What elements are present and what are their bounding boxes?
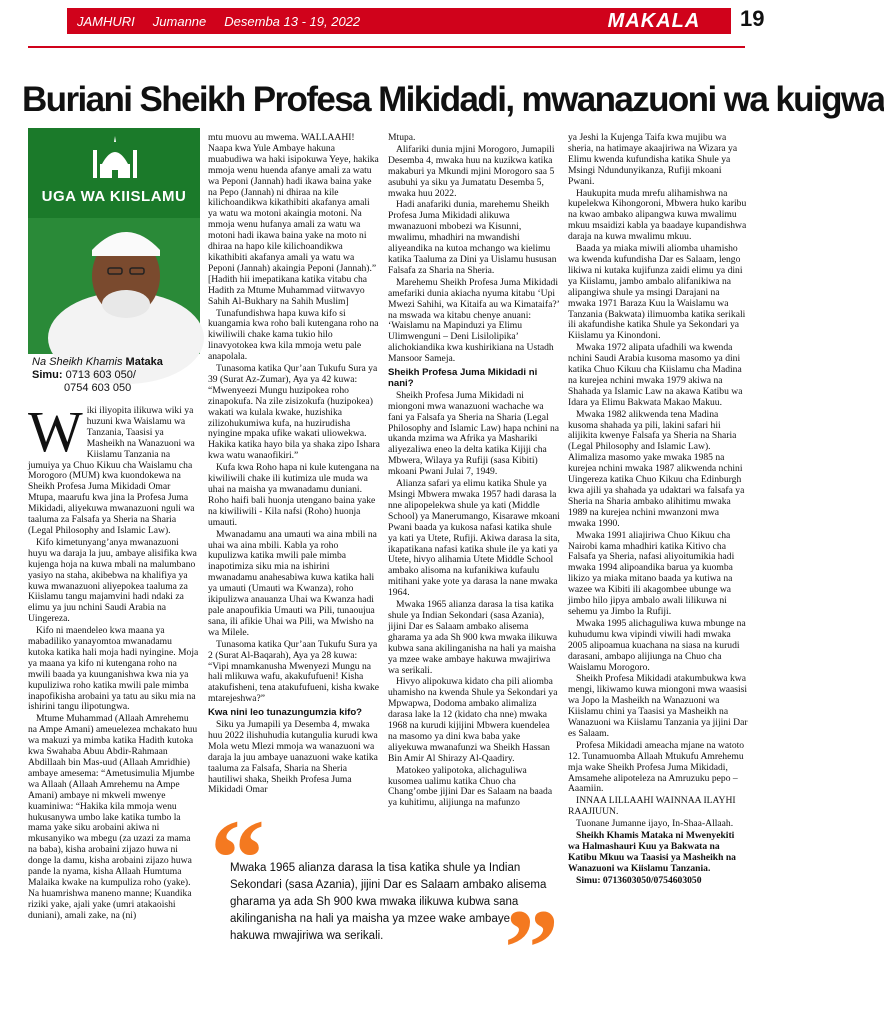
header-strip [67,8,577,34]
headline: Buriani Sheikh Profesa Mikidadi, mwanazuoni wa kuigwa [22,80,884,119]
paragraph: Mwaka 1995 alichaguliwa kuwa mbunge na kuhudumu kwa vipindi viwili hadi mwaka 2005 alipoamua kuachana na siasa na kurudi darasani, ambapo alijiunga na Chuo cha Waislamu Morogoro. [568,617,746,673]
columnist-box [28,128,200,354]
paragraph: Siku ya Jumapili ya Desemba 4, mwaka huu 2022 ilishuhudia kutangulia kurudi kwa Mola wetu Mlezi mmoja wa wanazuoni wa daraja la juu ambaye uanazuoni wake katika taaluma za Falsafa, Sharia na Sheria hautiliwi shaka, Sheikh Profesa Juma Mikidadi Omar [208,719,378,796]
close-quote-icon: ” [504,887,559,1009]
page-number: 19 [740,6,765,31]
pull-quote-text: Mwaka 1965 alianza darasa la tisa katika shule ya Indian Sekondari (sasa Azania), jijini Dar es Salaam ambako alisema gharama ya ada Sh 900 kwa mwaka ilikuwa kubwa sana akilinganisha na hali ya maisha ya mzee wake ambaye hakuwa mwajiriwa wa serikali. [230,862,547,942]
subheading: Kwa nini leo tunazungumzia kifo? [208,707,363,719]
column-label: UGA WA KIISLAMU [41,188,187,205]
page-header [0,0,800,58]
paragraph: Tunasoma katika Qur’aan Tukufu Sura ya 2 (Surat Al-Baqarah), Aya ya 28 kuwa: “Vipi mnamkanusha Mwenyezi Mungu na hali mlikuwa wafu, akakufufueni! Kisha atakufisheni, tena atakufufueni, kisha kwake mtarejeshwa?” [208,638,380,705]
paragraph: Alianza safari ya elimu katika Shule ya Msingi Mbwera mwaka 1957 hadi darasa la nne alipopelekwa shule ya kati (Middle School) ya Manerumango, Kisarawe mkoani Pwani baada ya kukosa nafasi katika shule ya kati ya Utete, Rufiji. Akiwa darasa la sita, ikapatikana nafasi katika shule ile ya kati ya Utete, hivyo alihamia Utete Middle School ambako alisoma na kufanikiwa kufaulu mitihani yake yote ya darasa la nane mwaka 1964. [388,478,560,599]
paragraph: Kifo kimetunyang’anya mwanazuoni huyu wa daraja la juu, ambaye alisifika kwa kujenga hoja na kuwa mbali na malumbano yasiyo na staha, akibebwa na khalifiya ya kuwa mwanazuoni aliyepokea taaluma za Kiislamu tangu majamvini hadi ndaki za elimu ya juu nchini Saudi Arabia na Uingereza. [28,536,197,625]
article-column-4 [568,133,748,993]
article-column-2 [208,132,380,796]
paragraph: Kifo ni maendeleo kwa maana ya mabadiliko yanayomtoa mwanadamu kutoka katika hali moja hadi nyingine. Moja ya maana ya kifo ni kutengana roho na mwili baada ya kuunganishwa kwa nia ya kupuliziwa roho katika mwili pale mimba inapofikisha arobaini ya tatu au siku mia na ishirini tangu ilipotungwa. [28,625,199,713]
author-name: Mataka [125,356,163,368]
publication-name: JAMHURI [77,13,135,29]
paragraph: Haukupita muda mrefu alihamishwa na kupelekwa Kihongoroni, Mbwera huko karibu na kwao ambako alipangwa kuwa mwalimu mkuu msaidizi kabla ya baadaye kupandishwa daraja na kuwa mwalimu mkuu. [568,187,747,243]
open-quote-icon: “ [210,797,265,919]
paragraph: Alifariki dunia mjini Morogoro, Jumapili Desemba 4, mwaka huu na kuzikwa katika makaburi ya Mkundi mjini Morogoro saa 5 asubuhi ya siku ya Jumatatu Desemba 5, mwaka huu 2022. [388,143,555,199]
paragraph: Mtupa. [388,132,416,143]
paragraph: Kufa kwa Roho hapa ni kule kutengana na kiwiliwili chake ili kutimiza ule muda wa uhai na maisha ya mwanadamu duniani. Roho haifi bali huonja utengano baina yake na kiwiliwili - Kila nafsi (Roho) huonja umauti. [208,462,380,528]
author-line [32,356,202,369]
columnist-caption [32,356,202,395]
phone-1: 0713 603 050/ [65,369,136,381]
issue-dates: Desemba 13 - 19, 2022 [224,13,361,29]
paragraph: ya Jeshi la Kujenga Taifa kwa mujibu wa sheria, na hatimaye akaajiriwa na Wizara ya Elimu kwenda kufundisha katika Shule ya Msingi Ndundunyikanza, Rufiji mkoani Pwani. [568,132,738,187]
paragraph: Matokeo yalipotoka, alichaguliwa kusomea ualimu katika Chuo cha Chang’ombe jijini Dar es Salaam na baada ya kuhitimu, alijiunga na mafunzo [388,764,553,809]
paragraph: Mwanadamu ana umauti wa aina mbili na uhai wa aina mbili. Kabla ya roho kupulizwa katika mwili pale mimba inapotimiza siku mia na ishirini mwanadamu anahesabiwa kuwa katika hali ya umauti (Umauti wa Kwanza), roho ikipulizwa anauanza Uhai wa Kwanza hadi pale anapoufikia Umauti wa Pili, tunaoujua sana, ili afikie Uhai wa Pili, wa Mwisho na wa Milele. [208,528,377,638]
paragraph: Profesa Mikidadi ameacha mjane na watoto 12. Tunamuomba Allaah Mtukufu Amrehemu mja wake Sheikh Profesa Juma Mikidadi, Amsamehe alipoteleza na Amruzuku pepo – Aaamiin. [568,739,745,795]
paragraph [28,399,200,537]
drop-cap: W [28,399,83,464]
paragraph: Baada ya miaka miwili aliomba uhamisho wa kwenda kufundisha Dar es Salaam, lengo likiwa ni kutaka kujifunza zaidi elimu ya dini ya Kiislamu, jambo ambalo alifanikiwa na alipangiwa shule ya msingi Darajani na mwaka 1971 Baraza Kuu la Waislamu wa Tanzania (Bakwata) ilimuomba katika serikali ili akafundishe katika Shule ya Sekondari ya Kiislamu ya Kinondoni. [568,243,746,342]
pull-quote [210,797,562,1009]
paragraph: Mwaka 1991 aliajiriwa Chuo Kikuu cha Nairobi kama mhadhiri katika Kitivo cha Falsafa ya Sheria, nafasi aliyoitumikia hadi mwaka 1994 alipoandika barua ya kuomba likizo ya miaka mitano baada ya kutiwa na wazee wa Kibiti ili akagombee ubunge wa jimbo hilo jipya ambalo awali lilikuwa ni sehemu ya Jimbo la Rufiji. [568,529,735,617]
author-phone-2: 0754 603 050 [64,382,132,394]
author-phone [32,369,202,382]
paragraph: Tuonane Jumanne ijayo, In-Shaa-Allaah. [576,818,734,830]
paragraph: Marehemu Sheikh Profesa Juma Mikidadi amefariki dunia akiacha nyuma kitabu ‘Upi Mwezi Sahihi, wa Kitaifa au wa Kimataifa?’ na mswada wa kitabu chenye anuani: ‘Waislamu na Mapinduzi ya Elimu Ulimwenguni – Deni Lisilolipika’ alichokiandika kwa kushirikiana na Ustadh Mansoor Sameja. [388,276,560,365]
author-signature: Sheikh Khamis Mataka ni Mwenyekiti wa Halmashauri Kuu ya Bakwata na Katibu Mkuu wa Taasisi ya Masheikh na Wanazuoni wa Kiislamu Tanzania. [568,830,736,874]
author-signature-phone: Simu: 0713603050/0754603050 [576,874,702,886]
paragraph: Tunafundishwa hapa kuwa kifo si kuangamia kwa roho bali kutengana roho na kiwiliwili chake kama tukio hilo linavyotokea kwa kila mmoja wetu pale anapolala. [208,307,379,363]
section-label: MAKALA [577,8,731,34]
paragraph: Sheikh Profesa Juma Mikidadi ni miongoni mwa wanazuoni wachache wa fani ya Falsafa ya Sheria na Sharia (Legal Philosophy and Islamic Law) hapa nchini na ukanda mzima wa Afrika ya Mashariki aliyezaliwa eneo la delta katika Kijiji cha Mbwera, Wilaya ya Rufiji (sasa Kibiti) mkoani Pwani Julai 7, 1949. [388,389,560,478]
subheading: Sheikh Profesa Juma Mikidadi ni nani? [388,367,538,389]
paragraph-text: iki iliyopita ilikuwa wiki ya huzuni kwa Waislamu wa Tanzania, Taasisi ya Masheikh na Wanazuoni wa Kiislamu Tanzania na jumuiya ya Chuo Kikuu cha Waislamu cha Morogoro (MUM) kwa kuondokewa na Sheikh Profesa Juma Mikidadi Omar Mtupa, maarufu kwa jina la Profesa Juma Mikidadi, aliyekuwa mwanazuoni nguli wa taaluma za Falsafa ya Sheria na Sharia (Legal Philosophy and Islamic Law). [28,405,195,536]
paragraph: Tunasoma katika Qur’aan Tukufu Sura ya 39 (Surat Az-Zumar), Aya ya 42 kuwa: “Mwenyeezi Mungu huzipokea roho zinapokufa. Na zile zisizokufa (huzipokea) wakati wa kulala kwake, huzishika zilizohukumiwa kufa, na huzirudisha nyingine mpaka ufike wakati uliowekwa. Hakika katika hayo bila ya shaka zipo Ishara kwa watu wanaofikiri.” [208,363,380,462]
paragraph: Mwaka 1982 alikwenda tena Madina kusoma shahada ya pili, lakini safari hii alijikita kwenye Falsafa ya Sheria na Sharia (Legal Philosophy and Islamic Law). Alimaliza masomo yake mwaka 1985 na kurejea nchini mwaka 1987 alikwenda nchini Uingereza katika Chuo Kikuu cha Edinburgh kwa ajili ya shahada ya udaktari wa falsafa ya Sheria na Sharia ambako alihitimu mwaka 1989 na kurejea nchini mwanzoni mwa mwaka 1990. [568,408,745,529]
paragraph: Mtume Muhammad (Allaah Amrehemu na Ampe Amani) ameuelezea mchakato huu wa makuzi ya mimba katika Hadith kutoka kwa Swahaba Abuu Abdir-Rahmaan Abdillaah bin Mas-uud (Allaah Amridhie) ambaye amesema: “Ametusimulia Mjumbe wa Allaah (Allaah Amrehemu na Ampe Amani) ambaye ni mkweli mwenye kuaminiwa: “Hakika kila mmoja wenu hukusanywa umbo lake katika tumbo la mama yake siku arobaini akiwa ni mkusanyiko wa mbegu (za uzazi za mama na baba), kisha arobaini zijazo huwa ni donge la damu, kisha arobaini zijazo huwa pande la nyama, kisha Allaah Humtuma Malaika kwake na kumpuliza roho (yake). Na huamrishwa maneno manne; Kuandika riziki yake, ajali yake (umri atakaoishi duniani), amali zake, na (ni) [28,713,198,921]
paragraph: Mwaka 1965 alianza darasa la tisa katika shule ya Indian Sekondari (sasa Azania), jijini Dar es Salaam ambako alisema gharama ya ada Sh 900 kwa mwaka ilikuwa kubwa sana akilinganisha na hali ya maisha ya mzee wake ambaye hakuwa mwajiriwa wa serikali. [388,599,558,676]
columnist-portrait [28,128,200,354]
paragraph: Mwaka 1972 alipata ufadhili wa kwenda nchini Saudi Arabia kusoma masomo ya dini katika Chuo Kikuu cha Kiislamu cha Madina na kurejea nchini mwaka 1979 akiwa na Shahada ya Islamic Law na akawa Katibu wa Idara ya Elimu Bakwata Makao Makuu. [568,342,743,408]
issue-day: Jumanne [152,13,207,29]
paragraph: Hivyo alipokuwa kidato cha pili aliomba uhamisho na kwenda Shule ya Sekondari ya Mpwapwa, Dodoma ambako alimaliza darasa lake la 12 (kidato cha nne) mwaka 1968 na kurudi kijijini Mbwera kuendelea na masomo ya dini kwa baba yake aliyekuwa mwanafunzi wa Sheikh Hassan Bin Amir Al Shirazy Al-Qaadiry. [388,676,558,764]
article-column-3 [388,132,560,809]
author-prefix: Na Sheikh Khamis [32,356,126,368]
header-rule [28,46,745,48]
paragraph: mtu muovu au mwema. WALLAAHI! Naapa kwa Yule Ambaye hakuna muabudiwa wa haki isipokuwa Yeye, hakika mmoja wenu huenda afanye amali za watu wa Peponi (Jannah) hadi ikawa baina yake na Pepo (Jannah) ni dhiraa na kile kilichoandikwa kikathibiti akafanya amali ya watu wa motoni akaingia motoni. Na mmoja wenu hufanya amali za watu wa motoni hadi ikawa baina yake na moto ni dhiraa na hapo kile kilichoandikwa kikathibiti akafanya amali ya watu wa Peponi (Jannah) akaingia Peponi (Jannah).” [Hadith hii imepatikana katika vitabu cha Hadith za Mtume Muhammad viitwavyo Sahih Al-Bukhary na Sahih Muslim] [208,132,379,307]
paragraph: Sheikh Profesa Mikidadi atakumbukwa kwa mengi, likiwamo kuwa miongoni mwa waasisi wa Jopo la Masheikh na Wanazuoni wa Kiislamu chini ya Taasisi ya Masheikh na Wanazuoni wa Kiislamu Tanzania ya jijini Dar es Salaam. [568,673,748,739]
paragraph: Hadi anafariki dunia, marehemu Sheikh Profesa Juma Mikidadi alikuwa mwanazuoni mbobezi wa Kisunni, mwalimu, mhadhiri na mwandishi aliyeandika na kutoa mchango wa kielimu katika Taaluma za Dini ya Uislamu hususan Falsafa za Sharia na Sheria. [388,199,557,276]
paragraph: INNAA LILLAAHI WAINNAA ILAYHI RAAJIUUN. [568,795,736,818]
article-column-1 [28,399,200,996]
phone-label: Simu: [32,369,63,381]
